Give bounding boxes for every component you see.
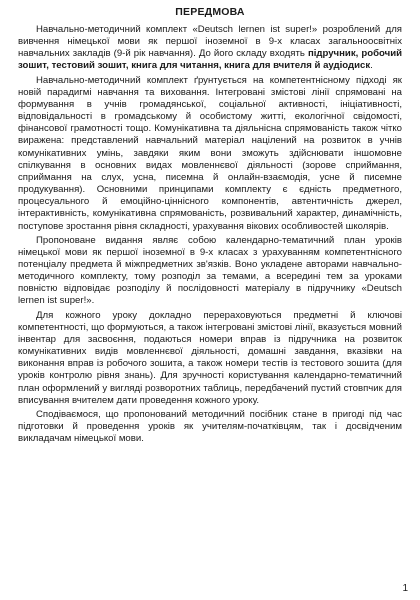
paragraph-1-end: . [370, 60, 373, 72]
paragraph-1-text: Навчально-методичний комплект «Deutsch lernen ist super!» розроблений для вивчення німецької мови як першої іноземної в 9-х класах загальноосвітніх навчальних закладів (9-й рік навчання). До його складу входять [18, 24, 402, 60]
paragraph-4: Для кожного уроку докладно перераховуються предметні й ключові компетентності, що формуються, а також інтегровані змістові лінії, вказується мовний інвентар для засвоєння, подаються номери вправ із підручника на розвиток комунікативних видів мовленнєвої діяльності, домашні завдання, вказівки на виконання вправ із робочого зошита, а також номери тестів із тестового зошита (для уроків контролю рівня знань). Для зручності користування календарно-тематичний план оформлений у вигляді розворотних таблиць, передбачений пустий стовпчик для вписування вчителем дати проведення кожного уроку. [18, 309, 402, 406]
paragraph-3: Пропоноване видання являє собою календарно-тематичний план уроків німецької мови як першої іноземної в 9-х класах з урахуванням компетентнісного потенціалу предмета й міжпредметних зв'язків. Воно укладене авторами навчально-методичного комплекту, тому розподіл за темами, а всередині тем за уроками повністю відповідає розподілу й послідовності матеріалу в підручнику «Deutsch lernen ist super!». [18, 234, 402, 307]
page-title: ПЕРЕДМОВА [175, 6, 245, 18]
paragraph-1 [18, 24, 402, 73]
paragraph-2: Навчально-методичний комплект ґрунтується на компетентнісному підході як новій парадигмі навчання та виховання. Інтегровані змістові лінії спрямовані на формування в учнів громадянської, соціальної активності, ініціативності, відповідальності в громадському й особистому житті, екологічної свідомості, фінансової грамотності тощо. Комунікативна та діяльнісна спрямованість також чітко виражена: представлений навчальний матеріал націлений на розвиток в учнів комунікативних умінь, завдяки яким вони зможуть здійснювати іншомовне спілкування в основних видах мовленнєвої діяльності (зорове сприймання, сприймання на слух, усна, писемна й онлайн-взаємодія, усне й писемне продукування). Основними принципами комплекту є єдність предметного, процесуального й емоційно-ціннісного компонентів, автентичність джерел, інтерактивність, комунікативна спрямованість, розвивальний характер, динамічність, поступове зростання рівня складності, урахування вікових особливостей школярів. [18, 74, 402, 232]
paragraph-5: Сподіваємося, що пропонований методичний посібник стане в пригоді під час підготовки й проведення уроків як учителям-початківцям, так і досвідченим викладачам німецької мови. [18, 408, 402, 445]
page-number: 1 [402, 583, 408, 594]
document-body [18, 24, 402, 446]
paragraph-1-components: підручник, робочий зошит, тестовий зошит, книга для читання, книга для вчителя й аудіодиск [18, 48, 402, 72]
